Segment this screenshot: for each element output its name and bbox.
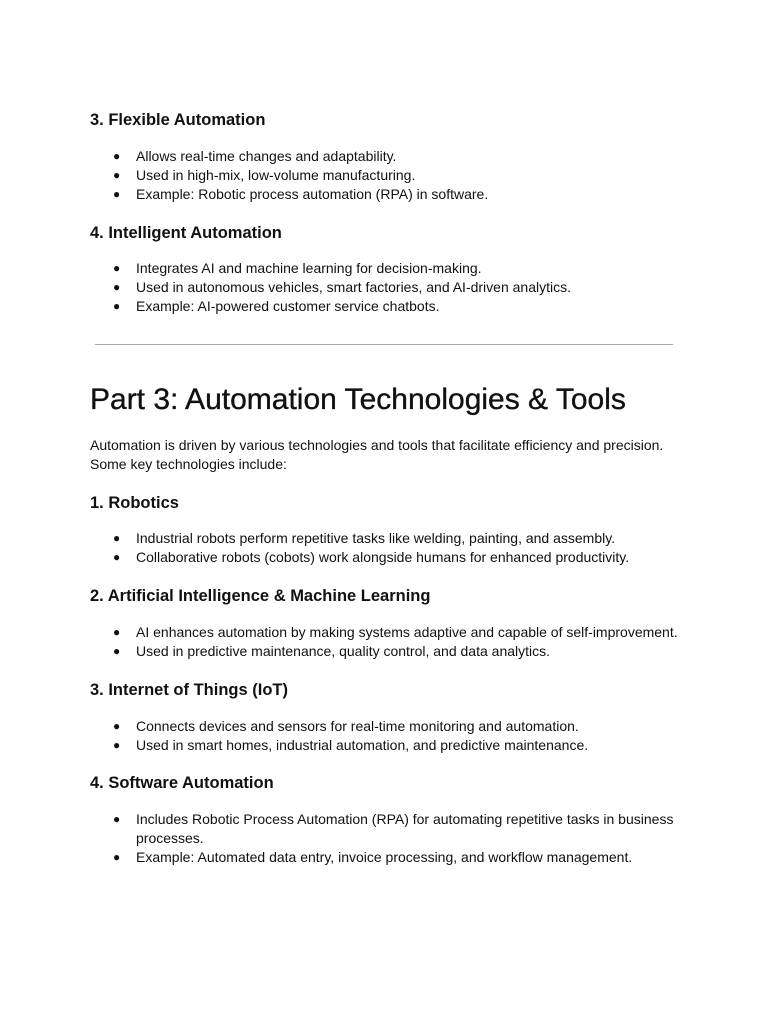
- list-item: ● AI enhances automation by making systems adaptive and capable of self-improvement.: [113, 624, 678, 640]
- part-title: Part 3: Automation Technologies & Tools: [90, 383, 626, 416]
- section-heading-intelligent-automation: 4. Intelligent Automation: [90, 224, 282, 242]
- bullet: ●: [113, 850, 121, 864]
- list-item: ● Integrates AI and machine learning for decision-making.: [113, 260, 482, 276]
- horizontal-divider: [95, 344, 673, 345]
- intro-paragraph: Automation is driven by various technologies and tools that facilitate efficiency and precision. Some key technologies include:: [90, 437, 664, 472]
- list-flexible-automation: [0, 147, 768, 204]
- section-heading-robotics: 1. Robotics: [90, 494, 179, 512]
- bullet: ●: [113, 812, 121, 826]
- list-software-automation: [0, 810, 768, 867]
- list-item: ● Example: AI-powered customer service chatbots.: [113, 298, 440, 314]
- bullet: ●: [113, 187, 121, 201]
- section-heading-flexible-automation: 3. Flexible Automation: [90, 111, 266, 129]
- list-item: ● Used in smart homes, industrial automation, and predictive maintenance.: [113, 737, 589, 753]
- section-heading-ai-ml: 2. Artificial Intelligence & Machine Learning: [90, 587, 431, 605]
- bullet: ●: [113, 280, 121, 294]
- list-item: ● Includes Robotic Process Automation (RPA) for automating repetitive tasks in business processes.: [113, 811, 674, 846]
- list-item: ● Connects devices and sensors for real-time monitoring and automation.: [113, 718, 579, 734]
- list-item: ● Used in autonomous vehicles, smart factories, and AI-driven analytics.: [113, 279, 571, 295]
- section-heading-software-automation: 4. Software Automation: [90, 774, 274, 792]
- list-item: ● Collaborative robots (cobots) work alongside humans for enhanced productivity.: [113, 549, 630, 565]
- list-robotics: [0, 529, 768, 567]
- bullet: ●: [113, 644, 121, 658]
- bullet: ●: [113, 149, 121, 163]
- list-ai-ml: [0, 623, 768, 661]
- bullet: ●: [113, 168, 121, 182]
- list-item: ● Example: Robotic process automation (RPA) in software.: [113, 186, 489, 202]
- section-heading-iot: 3. Internet of Things (IoT): [90, 681, 288, 699]
- bullet: ●: [113, 550, 121, 564]
- list-item: ● Used in high-mix, low-volume manufacturing.: [113, 167, 416, 183]
- list-item: ● Allows real-time changes and adaptability.: [113, 148, 397, 164]
- bullet: ●: [113, 261, 121, 275]
- bullet: ●: [113, 299, 121, 313]
- bullet: ●: [113, 738, 121, 752]
- list-iot: [0, 717, 768, 755]
- list-item: ● Example: Automated data entry, invoice processing, and workflow management.: [113, 849, 633, 865]
- bullet: ●: [113, 625, 121, 639]
- bullet: ●: [113, 531, 121, 545]
- list-item: ● Used in predictive maintenance, quality control, and data analytics.: [113, 643, 551, 659]
- list-item: ● Industrial robots perform repetitive tasks like welding, painting, and assembly.: [113, 530, 616, 546]
- list-intelligent-automation: [0, 259, 768, 316]
- bullet: ●: [113, 719, 121, 733]
